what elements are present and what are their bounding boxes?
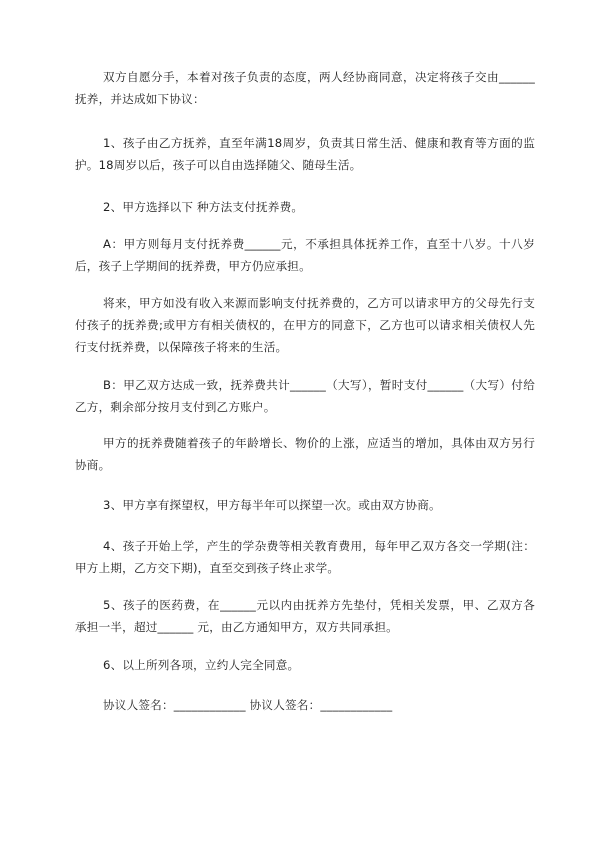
paragraph-clause-5: 5、孩子的医药费，在______元以内由抚养方先垫付，凭相关发票，甲、乙双方各承担一半，超过______ 元，由乙方通知甲方，双方共同承担。 xyxy=(75,598,535,634)
paragraph-clause-6: 6、以上所列各项，立约人完全同意。 xyxy=(103,658,300,672)
paragraph-clause-1: 1、孩子由乙方抚养，直至年满18周岁，负责其日常生活、健康和教育等方面的监护。18周岁以后，孩子可以自由选择随父、随母生活。 xyxy=(75,136,535,172)
paragraph-clause-2: 2、甲方选择以下 种方法支付抚养费。 xyxy=(103,200,304,214)
paragraph-future-support: 将来，甲方如没有收入来源而影响支付抚养费的，乙方可以请求甲方的父母先行支付孩子的抚养费;或甲方有相关债权的，在甲方的同意下，乙方也可以请求相关债权人先行支付抚养费，以保障孩子将来的生活。 xyxy=(75,296,535,354)
paragraph-intro: 双方自愿分手，本着对孩子负责的态度，两人经协商同意，决定将孩子交由______抚养，并达成如下协议： xyxy=(75,70,535,106)
paragraph-support-increase: 甲方的抚养费随着孩子的年龄增长、物价的上涨，应适当的增加，具体由双方另行协商。 xyxy=(75,436,535,472)
paragraph-option-b: B：甲乙双方达成一致，抚养费共计______（大写），暂时支付______（大写）付给乙方，剩余部分按月支付到乙方账户。 xyxy=(75,378,535,414)
paragraph-clause-3: 3、甲方享有探望权，甲方每半年可以探望一次。或由双方协商。 xyxy=(103,498,441,512)
paragraph-option-a: A：甲方则每月支付抚养费______元，不承担具体抚养工作，直至十八岁。十八岁后，孩子上学期间的抚养费，甲方仍应承担。 xyxy=(75,237,535,273)
paragraph-clause-4: 4、孩子开始上学，产生的学杂费等相关教育费用，每年甲乙双方各交一学期(注：甲方上期，乙方交下期)，直至交到孩子终止求学。 xyxy=(75,539,535,575)
signature-line: 协议人签名：____________ 协议人签名：____________ xyxy=(103,698,393,712)
